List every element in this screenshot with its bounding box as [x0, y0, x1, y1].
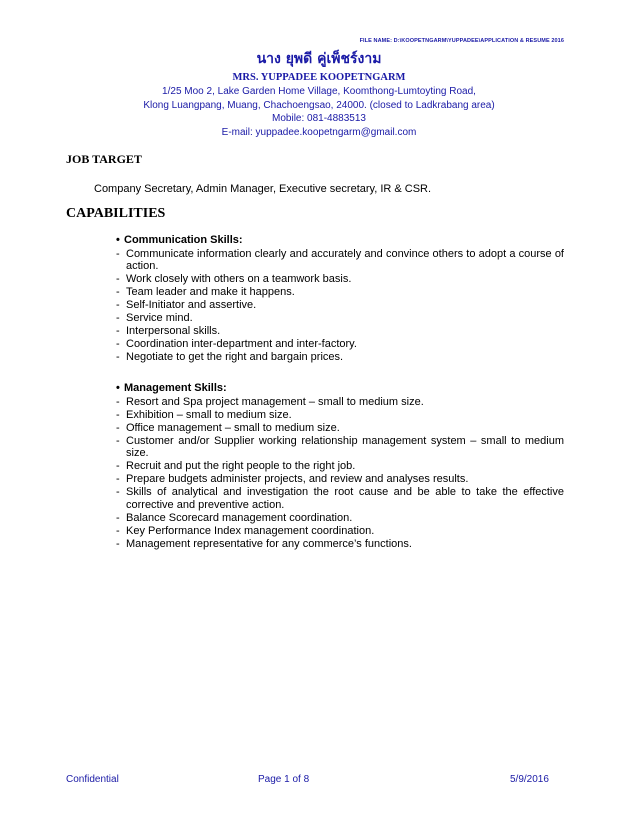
list-item: - Key Performance Index management coordination. [116, 525, 564, 538]
english-name: MRS. YUPPADEE KOOPETNGARM [232, 72, 406, 83]
job-target-heading: JOB TARGET [66, 152, 142, 166]
list-item: - Communicate information clearly and accurately and convince others to adopt a course of action. [116, 248, 564, 273]
capabilities-heading: CAPABILITIES [66, 206, 166, 221]
list-item: - Interpersonal skills. [116, 325, 564, 338]
list-item: - Balance Scorecard management coordination. [116, 512, 564, 525]
communication-skills-group [116, 234, 564, 364]
management-skills-group [116, 382, 564, 551]
list-item: - Recruit and put the right people to the right job. [116, 460, 564, 473]
email-address[interactable]: E-mail: yuppadee.koopetngarm@gmail.com [221, 126, 417, 138]
file-name-label: FILE NAME: D:\KOOPETNGARM\YUPPADEE\APPLICATION & RESUME 2016 [359, 38, 564, 44]
address-line-2: Klong Luangpang, Muang, Chachoengsao, 24000. (closed to Ladkrabang area) [143, 99, 495, 111]
list-item: - Service mind. [116, 312, 564, 325]
list-item: - Management representative for any commerce’s functions. [116, 538, 564, 551]
list-item: - Work closely with others on a teamwork basis. [116, 273, 564, 286]
list-item: - Self-Initiator and assertive. [116, 299, 564, 312]
group-heading [116, 382, 564, 395]
list-item: - Office management – small to medium size. [116, 422, 564, 435]
list-item: - Resort and Spa project management – small to medium size. [116, 396, 564, 409]
list-item: - Team leader and make it happens. [116, 286, 564, 299]
footer-date: 5/9/2016 [510, 774, 549, 785]
address-line-1: 1/25 Moo 2, Lake Garden Home Village, Koomthong-Lumtoyting Road, [162, 86, 476, 97]
bullet-icon: • [116, 382, 120, 394]
group-heading [116, 234, 564, 247]
mobile-number: Mobile: 081-4883513 [272, 113, 366, 124]
list-item: - Skills of analytical and investigation the root cause and be able to take the effective corrective and preventive action. [116, 486, 564, 511]
footer-confidential: Confidential [66, 774, 119, 785]
thai-name: นาง ยุพดี คู่เพ็ชร์งาม [256, 51, 382, 67]
list-item: - Prepare budgets administer projects, and review and analyses results. [116, 473, 564, 486]
resume-header [0, 50, 638, 139]
bullet-icon: • [116, 234, 120, 246]
list-item: - Customer and/or Supplier working relationship management system – small to medium size. [116, 435, 564, 460]
group-heading-label: Management Skills: [124, 382, 227, 394]
group-heading-label: Communication Skills: [124, 234, 243, 246]
list-item: - Negotiate to get the right and bargain prices. [116, 351, 564, 364]
job-target-text: Company Secretary, Admin Manager, Executive secretary, IR & CSR. [94, 183, 432, 195]
list-item: - Exhibition – small to medium size. [116, 409, 564, 422]
footer-page-number: Page 1 of 8 [258, 774, 310, 785]
list-item: - Coordination inter-department and inter-factory. [116, 338, 564, 351]
